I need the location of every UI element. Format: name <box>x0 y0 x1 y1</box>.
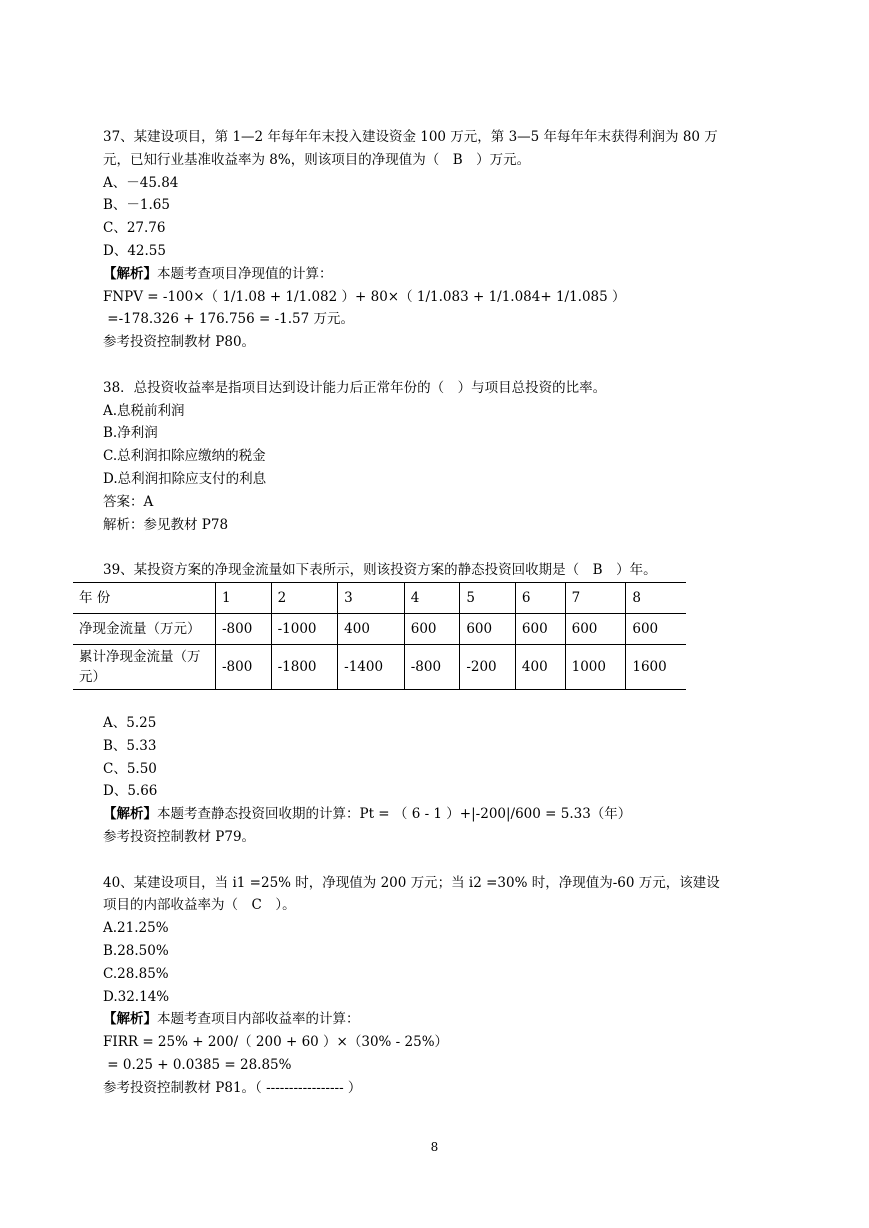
q39-analysis-tag: 【解析】 <box>103 806 157 823</box>
q38-option-b: B.净利润 <box>103 425 158 442</box>
table-row <box>73 644 686 689</box>
q37-option-a: A、－45.84 <box>103 174 179 191</box>
q37-option-b: B、－1.65 <box>103 197 170 214</box>
table-cell: 7 <box>565 582 626 613</box>
table-cell: 净现金流量（万元） <box>73 613 216 644</box>
q40-option-d: D.32.14% <box>103 988 170 1005</box>
table-cell: 600 <box>515 613 565 644</box>
q38-option-d: D.总利润扣除应支付的利息 <box>103 470 267 487</box>
q38-analysis: 解析：参见教材 P78 <box>103 516 229 533</box>
question-39 <box>79 559 793 849</box>
q37-option-c: C、27.76 <box>103 220 166 237</box>
table-header-row <box>73 582 686 613</box>
q38-answer: 答案：A <box>103 493 154 510</box>
table-cell: 累计净现金流量（万元） <box>73 644 216 689</box>
q39-option-d: D、5.66 <box>103 783 158 800</box>
page-content <box>79 126 793 1099</box>
q38-option-a: A.息税前利润 <box>103 402 185 419</box>
q38-option-c: C.总利润扣除应缴纳的税金 <box>103 448 266 465</box>
table-cell: 8 <box>626 582 686 613</box>
q40-analysis-text: 本题考查项目内部收益率的计算： <box>157 1011 360 1028</box>
q40-option-a: A.21.25% <box>103 920 169 937</box>
q37-formula-1: FNPV = -100×（ 1/1.08 + 1/1.082 ）+ 80×（ 1/1.083 + 1/1.084+ 1/1.085 ） <box>103 288 626 305</box>
q39-option-b: B、5.33 <box>103 737 157 754</box>
q40-option-b: B.28.50% <box>103 942 169 959</box>
q37-stem-line-2: 元，已知行业基准收益率为 8%，则该项目的净现值为（ B ）万元。 <box>103 151 531 168</box>
q37-analysis-text: 本题考查项目净现值的计算： <box>157 265 333 282</box>
table-cell: 400 <box>338 613 405 644</box>
table-cell: -1000 <box>271 613 338 644</box>
page-number: 8 <box>430 1140 439 1154</box>
q40-analysis <box>103 1008 793 1031</box>
table-cell: 600 <box>404 613 460 644</box>
q39-stem: 39、某投资方案的净现金流量如下表所示，则该投资方案的静态投资回收期是（ B ）年。 <box>103 562 657 579</box>
q37-option-d: D、42.55 <box>103 242 166 259</box>
table-cell: -800 <box>216 613 272 644</box>
table-cell: 600 <box>626 613 686 644</box>
q39-reference: 参考投资控制教材 P79。 <box>103 828 256 845</box>
table-cell: 1600 <box>626 644 686 689</box>
q37-analysis <box>103 263 793 286</box>
table-cell: 2 <box>271 582 338 613</box>
table-row <box>73 613 686 644</box>
q40-formula-2: = 0.25 + 0.0385 = 28.85% <box>103 1056 292 1073</box>
q40-formula-1: FIRR = 25% + 200/（ 200 + 60 ）×（30% - 25%） <box>103 1034 449 1051</box>
q40-reference: 参考投资控制教材 P81。（ ----------------- ） <box>103 1079 362 1096</box>
q40-stem-line-1: 40、某建设项目，当 i1 =25% 时，净现值为 200 万元；当 i2 =30% 时，净现值为-60 万元，该建设 <box>103 874 720 891</box>
question-40 <box>103 872 793 1100</box>
table-cell: 1000 <box>565 644 626 689</box>
q38-stem: 38．总投资收益率是指项目达到设计能力后正常年份的（ ）与项目总投资的比率。 <box>103 379 607 396</box>
question-37 <box>103 126 793 354</box>
question-38 <box>103 377 793 537</box>
q37-reference: 参考投资控制教材 P80。 <box>103 334 256 351</box>
table-cell: -800 <box>216 644 272 689</box>
table-cell: 5 <box>460 582 516 613</box>
q39-analysis <box>103 803 793 826</box>
table-cell: 600 <box>565 613 626 644</box>
table-cell: 年 份 <box>73 582 216 613</box>
table-cell: 3 <box>338 582 405 613</box>
table-cell: -1800 <box>271 644 338 689</box>
table-cell: 400 <box>515 644 565 689</box>
q39-analysis-text: 本题考查静态投资回收期的计算：Pt = （ 6 - 1 ）+|-200|/600 = 5.33（年） <box>157 806 632 823</box>
q37-stem-line-1: 37、某建设项目，第 1—2 年每年年末投入建设资金 100 万元，第 3—5 年每年年末获得利润为 80 万 <box>103 129 718 145</box>
q40-analysis-tag: 【解析】 <box>103 1011 157 1028</box>
q39-option-a: A、5.25 <box>103 714 157 731</box>
table-cell: 6 <box>515 582 565 613</box>
q39-option-c: C、5.50 <box>103 760 157 777</box>
q37-formula-2: =-178.326 + 176.756 = -1.57 万元。 <box>103 311 355 328</box>
table-cell: -800 <box>404 644 460 689</box>
table-cell: 600 <box>460 613 516 644</box>
table-cell: -200 <box>460 644 516 689</box>
table-cell: 1 <box>216 582 272 613</box>
q40-option-c: C.28.85% <box>103 965 169 982</box>
q37-analysis-tag: 【解析】 <box>103 265 157 282</box>
table-cell: 4 <box>404 582 460 613</box>
q40-stem-line-2: 项目的内部收益率为（ C ）。 <box>103 897 296 914</box>
table-cell: -1400 <box>338 644 405 689</box>
cash-flow-table <box>73 582 686 690</box>
